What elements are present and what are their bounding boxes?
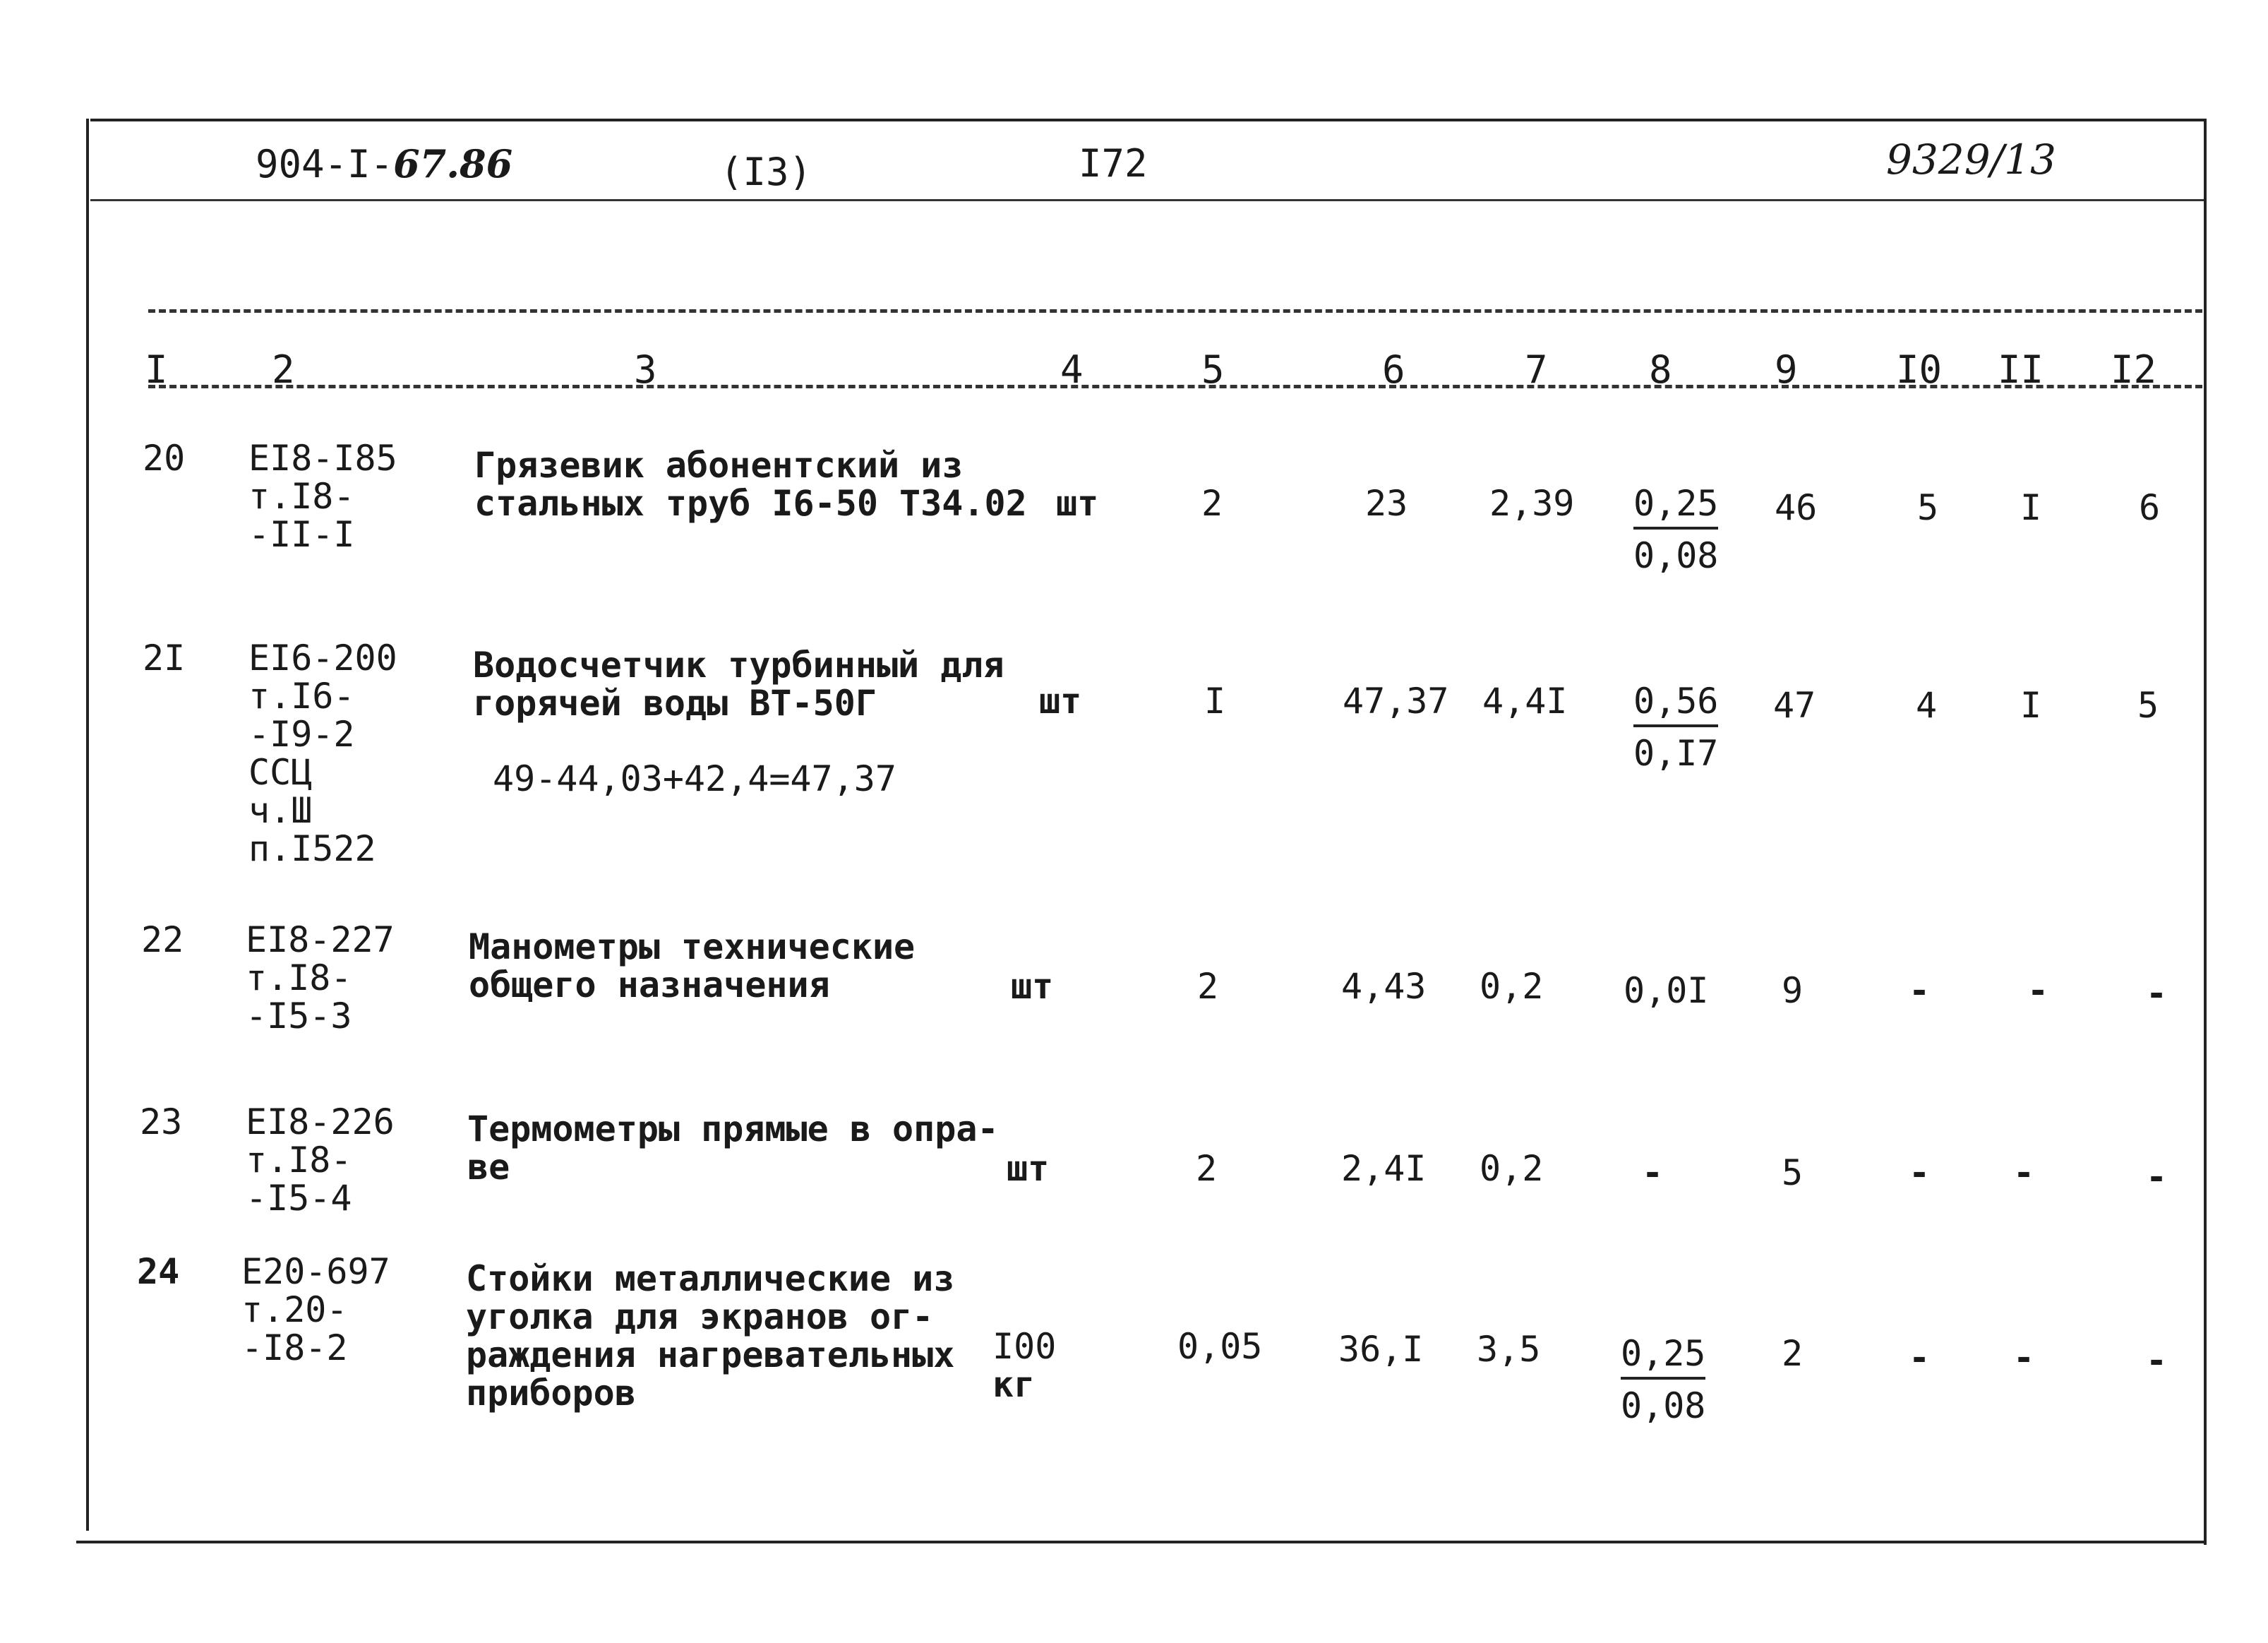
page-number: I72 — [1079, 141, 1148, 186]
norm-code: EI6-200 т.I6- -I9-2 ССЦ ч.Ш п.I522 — [248, 638, 397, 869]
column-10-value: - — [1909, 1152, 1931, 1193]
column-number-11: II — [1998, 347, 2044, 392]
item-description: Стойки металлические из уголка для экранов ог- раждения нагревательных приборов — [466, 1258, 955, 1414]
frame-right-border — [2204, 119, 2207, 1545]
column-9-value: 5 — [1782, 1152, 1804, 1193]
dashed-rule-top — [148, 309, 2202, 313]
column-10-value: - — [1909, 970, 1931, 1011]
row-number: 23 — [140, 1101, 183, 1142]
column-8-value: 0,0I — [1624, 970, 1709, 1011]
column-8-fraction: 0,25 0,08 — [1621, 1333, 1706, 1426]
column-9-value: 2 — [1782, 1333, 1804, 1374]
column-8-fraction: 0,25 0,08 — [1633, 483, 1719, 576]
quantity: 0,05 — [1177, 1326, 1263, 1367]
section-number: (I3) — [720, 150, 812, 194]
column-7-value: 3,5 — [1477, 1329, 1541, 1370]
price-calculation-note: 49-44,03+42,4=47,37 — [493, 758, 896, 799]
column-8-fraction: 0,56 0,I7 — [1633, 681, 1719, 774]
item-description: Термометры прямые в опра- ве — [467, 1109, 999, 1188]
unit: шт — [1039, 681, 1082, 722]
norm-code: EI8-I85 т.I8- -II-I — [248, 438, 397, 555]
document-code: 904-I-67.86 — [256, 141, 513, 186]
column-12-value: - — [2146, 973, 2168, 1014]
column-number-9: 9 — [1775, 347, 1798, 392]
quantity: 2 — [1197, 966, 1219, 1007]
dashed-rule-bottom — [148, 385, 2202, 388]
norm-code: EI8-226 т.I8- -I5-4 — [246, 1101, 395, 1219]
unit: шт — [1056, 483, 1099, 524]
frame-top-border — [90, 119, 2207, 121]
column-10-value: 4 — [1916, 685, 1938, 726]
row-number: 22 — [141, 919, 184, 960]
column-9-value: 46 — [1775, 487, 1818, 528]
column-12-value: 5 — [2137, 685, 2159, 726]
quantity: I — [1204, 681, 1226, 722]
column-number-10: I0 — [1896, 347, 1943, 392]
unit: I00 кг — [992, 1326, 1057, 1405]
unit-cost: 47,37 — [1343, 681, 1449, 722]
unit-cost: 2,4I — [1341, 1148, 1427, 1189]
quantity: 2 — [1196, 1148, 1218, 1189]
column-12-value: - — [2146, 1340, 2168, 1381]
column-number-12: I2 — [2111, 347, 2157, 392]
column-7-value: 0,2 — [1480, 1148, 1544, 1189]
column-11-value: - — [2013, 1152, 2035, 1193]
column-11-value: - — [2027, 970, 2049, 1011]
column-12-value: 6 — [2139, 487, 2161, 528]
row-number: 20 — [143, 438, 186, 479]
norm-code: E20-697 т.20- -I8-2 — [241, 1251, 390, 1368]
column-11-value: - — [2013, 1337, 2035, 1378]
frame-left-border — [86, 119, 89, 1531]
column-7-value: 0,2 — [1480, 966, 1544, 1007]
unit-cost: 23 — [1365, 483, 1408, 524]
column-11-value: I — [2020, 685, 2042, 726]
row-number: 2I — [143, 638, 186, 679]
column-number-1: I — [145, 347, 168, 392]
unit-cost: 4,43 — [1341, 966, 1427, 1007]
column-11-value: I — [2020, 487, 2042, 528]
frame-bottom-border — [76, 1541, 2207, 1543]
column-number-2: 2 — [272, 347, 295, 392]
item-description: Манометры технические общего назначения — [469, 926, 916, 1005]
column-number-3: 3 — [634, 347, 657, 392]
column-10-value: - — [1909, 1337, 1931, 1378]
quantity: 2 — [1201, 483, 1223, 524]
header-divider — [90, 199, 2207, 201]
norm-code: EI8-227 т.I8- -I5-3 — [246, 919, 395, 1036]
column-number-5: 5 — [1201, 347, 1225, 392]
column-number-6: 6 — [1382, 347, 1405, 392]
column-number-8: 8 — [1649, 347, 1672, 392]
unit-cost: 36,I — [1338, 1329, 1424, 1370]
column-9-value: 47 — [1773, 685, 1816, 726]
column-number-4: 4 — [1060, 347, 1084, 392]
column-10-value: 5 — [1917, 487, 1939, 528]
item-description: Водосчетчик турбинный для горячей воды ВТ-50Г — [473, 645, 1004, 724]
column-12-value: - — [2146, 1157, 2168, 1197]
column-8-value: - — [1642, 1152, 1664, 1193]
column-7-value: 2,39 — [1489, 483, 1575, 524]
column-7-value: 4,4I — [1482, 681, 1568, 722]
column-number-7: 7 — [1525, 347, 1548, 392]
row-number: 24 — [137, 1251, 180, 1292]
handwritten-reference: 9329/13 — [1886, 136, 2056, 184]
item-description: Грязевик абонентский из стальных труб I6-50 Т34.02 — [474, 445, 1027, 524]
column-9-value: 9 — [1782, 970, 1804, 1011]
unit: шт — [1007, 1148, 1050, 1189]
unit: шт — [1011, 966, 1054, 1007]
